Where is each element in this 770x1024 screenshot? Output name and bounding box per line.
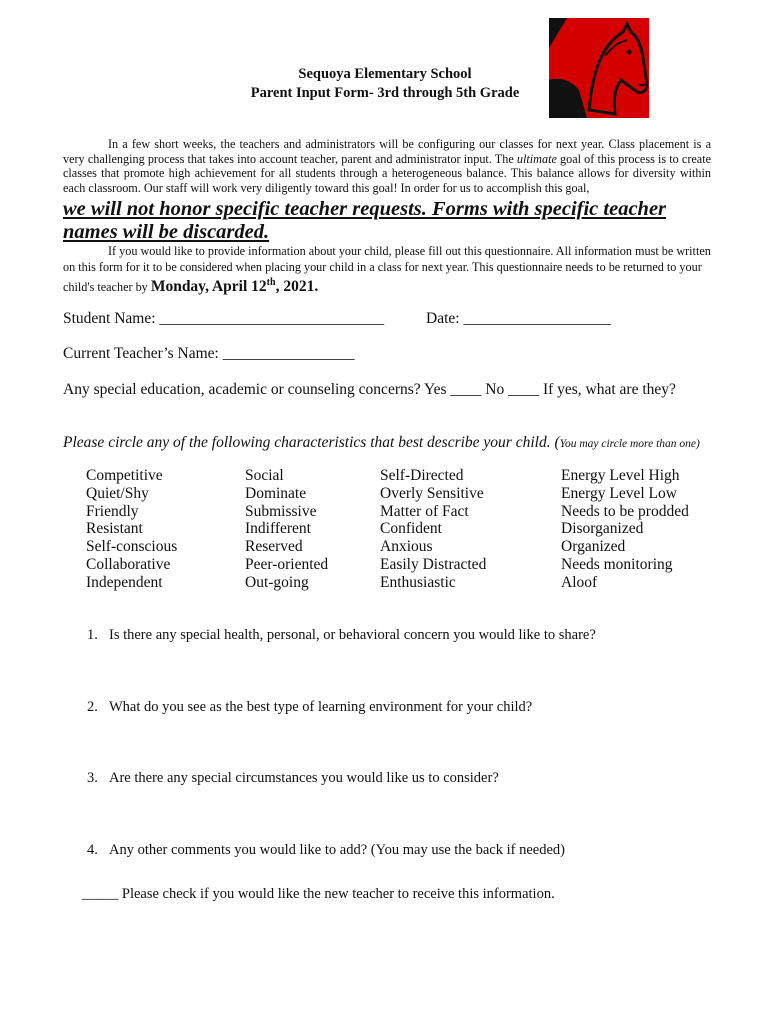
intro-emphasis: ultimate bbox=[516, 151, 557, 166]
intro-text-1: In a few short weeks, the teachers and administrators will be configuring our classes for next year. Class placement is a very challenging process that takes into account teacher, parent and administrator input. The bbox=[63, 137, 711, 166]
warning-part-2: Forms with specific teacher names will be discarded. bbox=[63, 198, 667, 243]
characteristic-item[interactable]: Quiet/Shy bbox=[86, 484, 149, 502]
characteristic-item[interactable]: Collaborative bbox=[86, 555, 171, 573]
characteristic-item[interactable]: Peer-oriented bbox=[245, 555, 329, 573]
characteristics-column-2 bbox=[245, 467, 328, 592]
characteristic-item[interactable]: Energy Level Low bbox=[561, 484, 677, 502]
characteristic-item[interactable]: Indifferent bbox=[245, 520, 311, 538]
characteristic-item[interactable]: Aloof bbox=[561, 573, 598, 591]
instructions-text: If you would like to provide information about your child, please fill out this questionnaire. All information must be written on this form for it to be considered when placing your child in a class for next year. This questionnaire needs to be returned to your child's teacher by bbox=[63, 244, 711, 295]
characteristic-item[interactable]: Self-conscious bbox=[86, 538, 178, 556]
warning-part-1: we will not honor specific teacher requests. bbox=[63, 198, 427, 220]
warning-text bbox=[63, 198, 703, 244]
characteristic-item[interactable]: Friendly bbox=[86, 502, 139, 520]
characteristic-item[interactable]: Needs to be prodded bbox=[561, 502, 689, 520]
characteristic-item[interactable]: Social bbox=[245, 467, 284, 484]
characteristic-item[interactable]: Disorganized bbox=[561, 520, 644, 538]
instructions-paragraph bbox=[63, 244, 711, 296]
question-2[interactable]: 2. What do you see as the best type of learning environment for your child? bbox=[87, 699, 533, 715]
characteristic-item[interactable]: Needs monitoring bbox=[561, 555, 673, 573]
characteristic-item[interactable]: Easily Distracted bbox=[380, 555, 487, 573]
characteristics-prompt: Please circle any of the following characteristics that best describe your child. (You may circle more than one) bbox=[63, 434, 700, 451]
deadline: Monday, April 12th, 2021. bbox=[150, 277, 319, 296]
characteristic-item[interactable]: Overly Sensitive bbox=[380, 484, 484, 502]
question-3[interactable]: 3. Are there any special circumstances you would like us to consider? bbox=[87, 770, 499, 786]
characteristic-item[interactable]: Enthusiastic bbox=[380, 573, 456, 591]
characteristic-item[interactable]: Independent bbox=[86, 573, 163, 591]
characteristics-column-1 bbox=[86, 467, 177, 592]
characteristics-note: You may circle more than one) bbox=[559, 438, 700, 450]
form-title: Parent Input Form- 3rd through 5th Grade bbox=[250, 85, 520, 101]
characteristic-item[interactable]: Competitive bbox=[86, 467, 163, 484]
student-name-field[interactable]: Student Name: _____________________________ bbox=[63, 310, 385, 327]
current-teacher-field[interactable]: Current Teacher’s Name: _________________ bbox=[63, 345, 355, 362]
date-field[interactable]: Date: ___________________ bbox=[426, 310, 611, 327]
characteristic-item[interactable]: Confident bbox=[380, 520, 442, 538]
intro-paragraph bbox=[63, 137, 711, 195]
intro-text-2: goal of this process is to create classes that promote high achievement for all students through a heterogeneous balance. This balance allows for diversity within each classroom. Our staff will work very diligently toward this goal! In order for us to accomplish this goal, bbox=[63, 151, 711, 195]
characteristic-item[interactable]: Self-Directed bbox=[380, 467, 464, 484]
characteristic-item[interactable]: Resistant bbox=[86, 520, 143, 538]
characteristic-item[interactable]: Reserved bbox=[245, 538, 303, 556]
characteristic-item[interactable]: Submissive bbox=[245, 502, 317, 520]
characteristic-item[interactable]: Anxious bbox=[380, 538, 433, 556]
characteristic-item[interactable]: Out-going bbox=[245, 573, 309, 591]
characteristic-item[interactable]: Matter of Fact bbox=[380, 502, 469, 520]
characteristic-item[interactable]: Dominate bbox=[245, 484, 307, 502]
special-concerns-question[interactable]: Any special education, academic or counseling concerns? Yes ____ No ____ If yes, what are they? bbox=[63, 381, 676, 398]
characteristic-item[interactable]: Energy Level High bbox=[561, 467, 680, 484]
question-1[interactable]: 1. Is there any special health, personal, or behavioral concern you would like to share? bbox=[87, 627, 596, 643]
characteristics-column-3 bbox=[380, 467, 486, 592]
question-4[interactable]: 4. Any other comments you would like to add? (You may use the back if needed) bbox=[87, 842, 565, 858]
school-name: Sequoya Elementary School bbox=[298, 66, 472, 82]
characteristic-item[interactable]: Organized bbox=[561, 538, 626, 556]
characteristics-column-4 bbox=[561, 467, 689, 592]
teacher-share-checkbox-line[interactable]: _____ Please check if you would like the new teacher to receive this information. bbox=[82, 886, 555, 902]
